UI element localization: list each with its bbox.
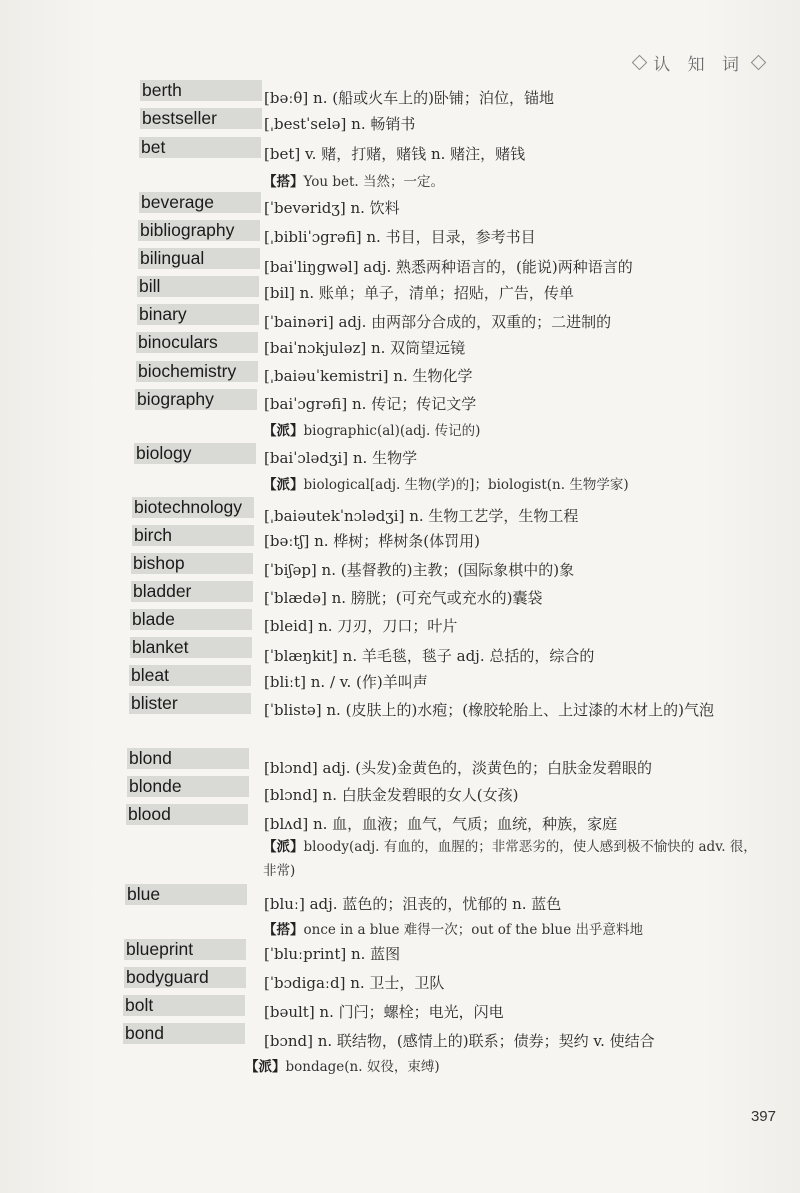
note-tag: 【搭】 [263,174,304,190]
headword: biography [135,389,257,410]
headword: bond [123,1023,245,1044]
definition: [ˌbestˈselə] n. 畅销书 [264,115,416,133]
headword: bet [139,137,261,158]
note-text: biographic(al)(adj. 传记的) [303,423,481,439]
definition: [ˈbiʃəp] n. (基督教的)主教；(国际象棋中的)象 [264,561,575,579]
definition: [bəːtʃ] n. 桦树；桦树条(体罚用) [264,532,481,550]
note-tag: 【派】 [263,423,304,439]
note-text: bondage(n. 奴役，束缚) [285,1059,440,1075]
definition: [ˈbɔdigaːd] n. 卫士，卫队 [264,974,445,992]
note-tag: 【派】 [263,839,304,855]
headword: bolt [123,995,245,1016]
definition: [bɔnd] n. 联结物，(感情上的)联系；债券；契约 v. 使结合 [264,1032,655,1050]
definition: [blɔnd] n. 白肤金发碧眼的女人(女孩) [264,786,519,804]
note [263,170,762,194]
headword: biochemistry [136,361,258,382]
headword: blonde [127,776,249,797]
section-title: 认 知 词 [653,55,745,75]
definition: [baiˈɔlədʒi] n. 生物学 [264,449,418,467]
headword: bibliography [138,220,260,241]
headword: binoculars [136,332,258,353]
definition: [bluː] adj. 蓝色的；沮丧的，忧郁的 n. 蓝色 [264,895,562,913]
headword: bishop [131,553,253,574]
definition: [baiˈliŋgwəl] adj. 熟悉两种语言的，(能说)两种语言的 [264,258,633,276]
headword: bladder [131,581,253,602]
definition: [blʌd] n. 血，血液；血气，气质；血统，种族，家庭 [264,815,618,833]
definition: [ˌbaiəuˈkemistri] n. 生物化学 [264,367,473,385]
headword: blade [130,609,252,630]
headword: biotechnology [132,497,254,518]
definition: [blɔnd] adj. (头发)金黄色的，淡黄色的；白肤金发碧眼的 [264,759,652,777]
note-text: once in a blue 难得一次；out of the blue 出乎意料地 [303,922,644,938]
headword: blanket [130,637,252,658]
page-number: 397 [750,1108,776,1125]
note-tag: 【搭】 [263,922,304,938]
definition: [baiˈɔgrəfi] n. 传记；传记文学 [264,395,477,413]
definition: [baiˈnɔkjuləz] n. 双筒望远镜 [264,339,466,357]
note [263,419,762,443]
definition: [ˈbainəri] adj. 由两部分合成的，双重的；二进制的 [264,313,612,331]
note-text: You bet. 当然；一定。 [303,174,444,190]
headword: bestseller [140,108,262,129]
note-tag: 【派】 [263,477,304,493]
headword: bodyguard [124,967,246,988]
definition: [ˈbluːprint] n. 蓝图 [264,945,401,963]
headword: birch [132,525,254,546]
headword: bilingual [138,248,260,269]
headword: blue [125,884,247,905]
definition: [bleid] n. 刀刃，刀口；叶片 [264,617,458,635]
headword: blueprint [124,939,246,960]
headword: blood [126,804,248,825]
definition: [ˈblæŋkit] n. 羊毛毯，毯子 adj. 总括的，综合的 [264,647,595,665]
definition: [bil] n. 账单；单子，清单；招贴，广告，传单 [264,284,574,302]
note [263,835,762,883]
note-tag: 【派】 [245,1059,286,1075]
headword: berth [140,80,262,101]
definition: [bliːt] n. / v. (作)羊叫声 [264,673,428,691]
headword: bill [137,276,259,297]
headword: blister [129,693,251,714]
note-text: bloody(adj. 有血的，血腥的；非常恶劣的，使人感到极不愉快的 adv. 很，非常) [263,839,757,879]
note [263,918,762,942]
headword: binary [137,304,259,325]
definition: [ˌbaiəutekˈnɔlədʒi] n. 生物工艺学，生物工程 [264,507,579,525]
note [263,473,762,497]
note [245,1055,762,1079]
headword: biology [134,443,256,464]
headword: blond [127,748,249,769]
headword: bleat [129,665,251,686]
definition: [ˈblædə] n. 膀胱；(可充气或充水的)囊袋 [264,589,543,607]
definition: [ˈblistə] n. (皮肤上的)水疱；(橡胶轮胎上、上过漆的木材上的)气泡 [264,701,715,719]
headword: beverage [139,192,261,213]
definition: [ˈbevəridʒ] n. 饮料 [264,199,400,217]
definition: [bet] v. 赌，打赌，赌钱 n. 赌注，赌钱 [264,145,526,163]
definition: [bəːθ] n. (船或火车上的)卧铺；泊位，锚地 [264,89,554,107]
definition: [bəult] n. 门闩；螺栓；电光，闪电 [264,1003,504,1021]
definition: [ˌbibliˈɔgrəfi] n. 书目，目录，参考书目 [264,228,536,246]
note-text: biological[adj. 生物(学)的]；biologist(n. 生物学家) [303,477,629,493]
